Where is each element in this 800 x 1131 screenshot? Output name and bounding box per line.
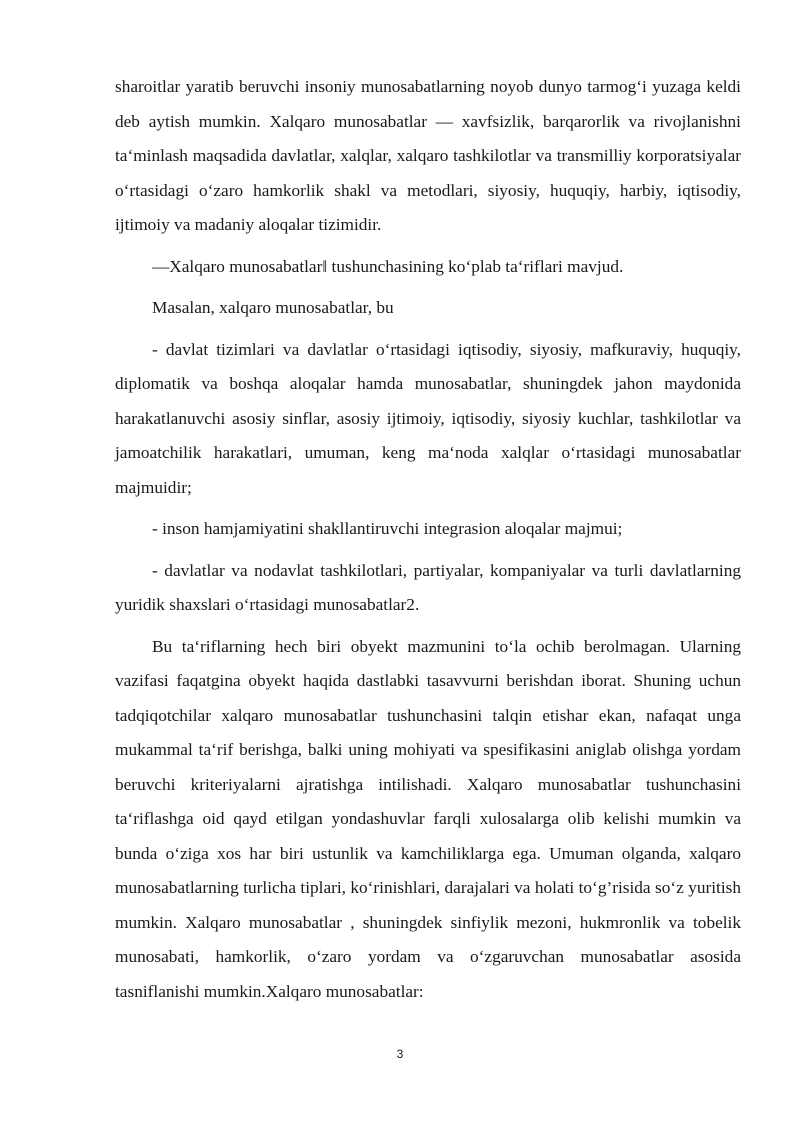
paragraph-1: sharoitlar yaratib beruvchi insoniy munosabatlarning noyob dunyo tarmog‘i yuzaga keldi deb aytish mumkin. Xalqaro munosabatlar — xavfsizlik, barqarorlik va rivojlanishni ta‘minlash maqsadida davlatlar, xalqlar, xalqaro tashkilotlar va transmilliy korporatsiyalar o‘rtasidagi o‘zaro hamkorlik shakl va metodlari, siyosiy, huquqiy, harbiy, iqtisodiy, ijtimoiy va madaniy aloqalar tizimidir. [115, 77, 741, 234]
paragraph-4: - davlat tizimlari va davlatlar o‘rtasidagi iqtisodiy, siyosiy, mafkuraviy, huquqiy, diplomatik va boshqa aloqalar hamda munosabatlar, shuningdek jahon maydonida harakatlanuvchi asosiy sinflar, asosiy ijtimoiy, iqtisodiy, siyosiy kuchlar, tashkilotlar va jamoatchilik harakatlari, umuman, keng ma‘noda xalqlar o‘rtasidagi munosabatlar majmuidir; [115, 339, 741, 497]
page-number: 3 [396, 1047, 404, 1061]
paragraph-3: Masalan, xalqaro munosabatlar, bu [152, 298, 394, 317]
paragraph-5: - inson hamjamiyatini shakllantiruvchi integrasion aloqalar majmui; [152, 519, 623, 538]
paragraph-7: Bu ta‘riflarning hech biri obyekt mazmunini to‘la ochib berolmagan. Ularning vazifasi faqatgina obyekt haqida dastlabki tasavvurni berishdan iborat. Shuning uchun tadqiqotchilar xalqaro munosabatlar tushunchasini talqin etishar ekan, nafaqat unga mukammal ta‘rif berishga, balki uning mohiyati va spesifikasini aniglab olishga yordam beruvchi kriteriyalarni ajratishga intilishadi. Xalqaro munosabatlar tushunchasini ta‘riflashga oid qayd etilgan yondashuvlar farqli xulosalarga olib kelishi mumkin va bunda o‘ziga xos har biri ustunlik va kamchiliklarga ega. Umuman olganda, xalqaro munosabatlarning turlicha tiplari, ko‘rinishlari, darajalari va holati to‘g’risida so‘z yuritish mumkin. Xalqaro munosabatlar , shuningdek sinfiylik mezoni, hukmronlik va tobelik munosabati, hamkorlik, o‘zaro yordam va o‘zgaruvchan munosabatlar asosida tasniflanishi mumkin.Xalqaro munosabatlar: [115, 636, 741, 1001]
document-body [115, 70, 741, 1016]
paragraph-2: ―Xalqaro munosabatlar‖ tushunchasining ko‘plab ta‘riflari mavjud. [152, 256, 624, 276]
paragraph-6: - davlatlar va nodavlat tashkilotlari, partiyalar, kompaniyalar va turli davlatlarning yuridik shaxslari o‘rtasidagi munosabatlar2. [115, 560, 741, 614]
